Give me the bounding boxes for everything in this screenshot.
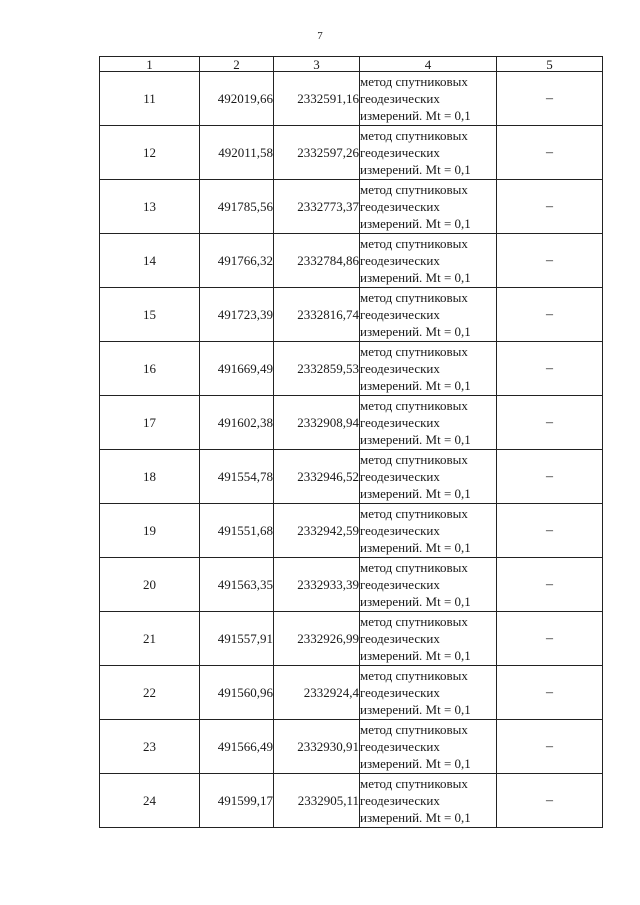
method-line: геодезических — [360, 793, 440, 808]
method-line: метод спутниковых — [360, 290, 468, 305]
x-coordinate-cell: 491602,38 — [200, 396, 274, 450]
y-coordinate-cell: 2332946,52 — [274, 450, 360, 504]
column-header-4: 4 — [360, 57, 497, 72]
method-line: геодезических — [360, 739, 440, 754]
note-cell: – — [497, 126, 603, 180]
method-line: измерений. Mt = 0,1 — [360, 216, 471, 231]
method-line: геодезических — [360, 361, 440, 376]
method-line: метод спутниковых — [360, 182, 468, 197]
note-cell: – — [497, 342, 603, 396]
method-line: геодезических — [360, 469, 440, 484]
method-line: измерений. Mt = 0,1 — [360, 270, 471, 285]
method-line: метод спутниковых — [360, 560, 468, 575]
y-coordinate-cell: 2332926,99 — [274, 612, 360, 666]
point-number-cell: 19 — [100, 504, 200, 558]
point-number-cell: 15 — [100, 288, 200, 342]
table-row — [100, 234, 603, 288]
method-line: геодезических — [360, 91, 440, 106]
table-row — [100, 450, 603, 504]
note-cell: – — [497, 450, 603, 504]
y-coordinate-cell: 2332784,86 — [274, 234, 360, 288]
note-cell: – — [497, 774, 603, 828]
column-header-2: 2 — [200, 57, 274, 72]
y-coordinate-cell: 2332933,39 — [274, 558, 360, 612]
method-line: геодезических — [360, 415, 440, 430]
coordinates-table — [99, 56, 603, 828]
x-coordinate-cell: 491566,49 — [200, 720, 274, 774]
table-row — [100, 558, 603, 612]
method-line: геодезических — [360, 199, 440, 214]
table-row — [100, 396, 603, 450]
x-coordinate-cell: 492019,66 — [200, 72, 274, 126]
y-coordinate-cell: 2332908,94 — [274, 396, 360, 450]
x-coordinate-cell: 491723,39 — [200, 288, 274, 342]
x-coordinate-cell: 491563,35 — [200, 558, 274, 612]
table-row — [100, 504, 603, 558]
method-cell — [360, 288, 497, 342]
note-cell: – — [497, 666, 603, 720]
note-cell: – — [497, 180, 603, 234]
method-line: измерений. Mt = 0,1 — [360, 756, 471, 771]
method-line: геодезических — [360, 523, 440, 538]
method-line: метод спутниковых — [360, 614, 468, 629]
method-line: измерений. Mt = 0,1 — [360, 702, 471, 717]
method-cell — [360, 234, 497, 288]
note-cell: – — [497, 504, 603, 558]
x-coordinate-cell: 491560,96 — [200, 666, 274, 720]
method-line: метод спутниковых — [360, 74, 468, 89]
method-line: измерений. Mt = 0,1 — [360, 378, 471, 393]
method-cell — [360, 396, 497, 450]
method-cell — [360, 126, 497, 180]
x-coordinate-cell: 491785,56 — [200, 180, 274, 234]
y-coordinate-cell: 2332924,4 — [274, 666, 360, 720]
method-cell — [360, 666, 497, 720]
method-cell — [360, 612, 497, 666]
point-number-cell: 11 — [100, 72, 200, 126]
x-coordinate-cell: 491554,78 — [200, 450, 274, 504]
note-cell: – — [497, 558, 603, 612]
method-line: геодезических — [360, 307, 440, 322]
column-header-1: 1 — [100, 57, 200, 72]
method-line: измерений. Mt = 0,1 — [360, 540, 471, 555]
x-coordinate-cell: 491766,32 — [200, 234, 274, 288]
method-line: метод спутниковых — [360, 128, 468, 143]
table-row — [100, 720, 603, 774]
x-coordinate-cell: 491599,17 — [200, 774, 274, 828]
x-coordinate-cell: 491557,91 — [200, 612, 274, 666]
y-coordinate-cell: 2332816,74 — [274, 288, 360, 342]
y-coordinate-cell: 2332905,11 — [274, 774, 360, 828]
table-body — [100, 72, 603, 828]
note-cell: – — [497, 720, 603, 774]
table-row — [100, 288, 603, 342]
method-line: измерений. Mt = 0,1 — [360, 648, 471, 663]
table-row — [100, 180, 603, 234]
point-number-cell: 18 — [100, 450, 200, 504]
method-cell — [360, 342, 497, 396]
method-cell — [360, 450, 497, 504]
y-coordinate-cell: 2332773,37 — [274, 180, 360, 234]
method-line: метод спутниковых — [360, 506, 468, 521]
point-number-cell: 13 — [100, 180, 200, 234]
method-line: геодезических — [360, 685, 440, 700]
y-coordinate-cell: 2332942,59 — [274, 504, 360, 558]
method-cell — [360, 558, 497, 612]
method-line: измерений. Mt = 0,1 — [360, 594, 471, 609]
method-line: метод спутниковых — [360, 236, 468, 251]
x-coordinate-cell: 491551,68 — [200, 504, 274, 558]
method-cell — [360, 180, 497, 234]
table-row — [100, 72, 603, 126]
method-line: метод спутниковых — [360, 344, 468, 359]
x-coordinate-cell: 491669,49 — [200, 342, 274, 396]
note-cell: – — [497, 72, 603, 126]
page-number: 7 — [317, 30, 323, 42]
y-coordinate-cell: 2332930,91 — [274, 720, 360, 774]
point-number-cell: 16 — [100, 342, 200, 396]
point-number-cell: 14 — [100, 234, 200, 288]
note-cell: – — [497, 612, 603, 666]
method-line: геодезических — [360, 145, 440, 160]
x-coordinate-cell: 492011,58 — [200, 126, 274, 180]
point-number-cell: 23 — [100, 720, 200, 774]
table-row — [100, 342, 603, 396]
method-line: измерений. Mt = 0,1 — [360, 108, 471, 123]
method-line: метод спутниковых — [360, 398, 468, 413]
point-number-cell: 24 — [100, 774, 200, 828]
method-line: измерений. Mt = 0,1 — [360, 486, 471, 501]
table-row — [100, 612, 603, 666]
method-cell — [360, 72, 497, 126]
method-line: измерений. Mt = 0,1 — [360, 324, 471, 339]
column-header-5: 5 — [497, 57, 603, 72]
y-coordinate-cell: 2332597,26 — [274, 126, 360, 180]
method-line: метод спутниковых — [360, 452, 468, 467]
method-line: измерений. Mt = 0,1 — [360, 810, 471, 825]
point-number-cell: 22 — [100, 666, 200, 720]
method-line: геодезических — [360, 577, 440, 592]
method-line: метод спутниковых — [360, 776, 468, 791]
method-line: метод спутниковых — [360, 668, 468, 683]
method-line: геодезических — [360, 631, 440, 646]
method-line: геодезических — [360, 253, 440, 268]
method-cell — [360, 774, 497, 828]
point-number-cell: 12 — [100, 126, 200, 180]
table-row — [100, 126, 603, 180]
table-row — [100, 774, 603, 828]
y-coordinate-cell: 2332859,53 — [274, 342, 360, 396]
point-number-cell: 21 — [100, 612, 200, 666]
note-cell: – — [497, 288, 603, 342]
point-number-cell: 17 — [100, 396, 200, 450]
y-coordinate-cell: 2332591,16 — [274, 72, 360, 126]
note-cell: – — [497, 396, 603, 450]
column-header-3: 3 — [274, 57, 360, 72]
method-line: метод спутниковых — [360, 722, 468, 737]
method-line: измерений. Mt = 0,1 — [360, 432, 471, 447]
method-line: измерений. Mt = 0,1 — [360, 162, 471, 177]
point-number-cell: 20 — [100, 558, 200, 612]
method-cell — [360, 720, 497, 774]
method-cell — [360, 504, 497, 558]
note-cell: – — [497, 234, 603, 288]
table-header-row — [100, 57, 603, 72]
table-row — [100, 666, 603, 720]
